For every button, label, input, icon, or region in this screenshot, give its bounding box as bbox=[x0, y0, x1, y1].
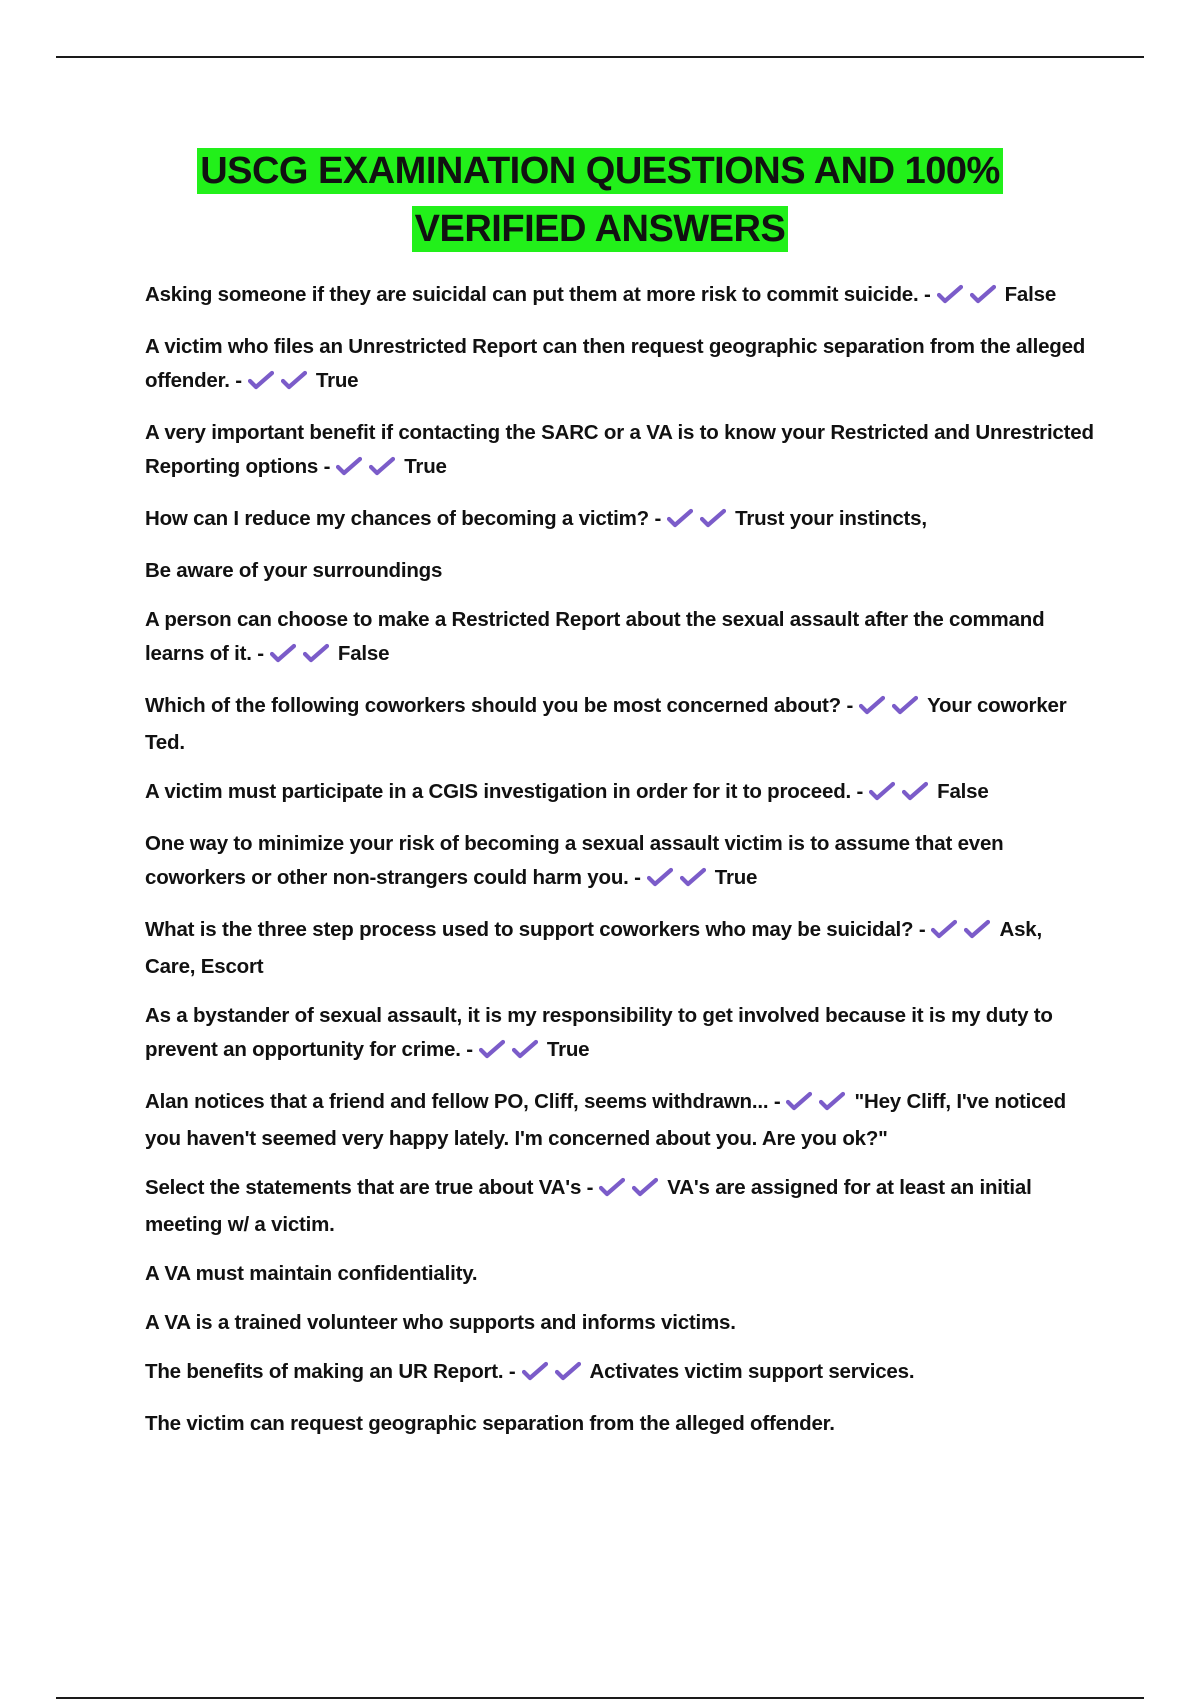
answer-text: Your coworker Ted. bbox=[145, 694, 1067, 754]
qa-item bbox=[145, 1355, 1095, 1392]
answer-continuation: A VA must maintain confidentiality. bbox=[145, 1262, 478, 1285]
qa-item bbox=[145, 502, 1095, 539]
qa-list bbox=[145, 278, 1095, 1456]
checkmark-icon bbox=[555, 1361, 581, 1381]
checkmark-icon bbox=[859, 695, 885, 715]
checkmark-icon bbox=[667, 508, 693, 528]
question-text: Asking someone if they are suicidal can put them at more risk to commit suicide. - bbox=[145, 283, 931, 306]
checkmark-icon bbox=[931, 919, 957, 939]
verified-checks bbox=[937, 281, 1003, 315]
answer-text: Activates victim support services. bbox=[589, 1360, 915, 1383]
answer-text: True bbox=[546, 1038, 590, 1061]
checkmark-icon bbox=[270, 643, 296, 663]
top-rule bbox=[56, 56, 1144, 58]
qa-item bbox=[145, 689, 1095, 760]
answer-text: False bbox=[1004, 283, 1057, 306]
question-text: Alan notices that a friend and fellow PO, Cliff, seems withdrawn... - bbox=[145, 1090, 781, 1113]
checkmark-icon bbox=[786, 1091, 812, 1111]
qa-item bbox=[145, 278, 1095, 315]
title-line-1: USCG EXAMINATION QUESTIONS AND 100% bbox=[197, 148, 1003, 194]
verified-checks bbox=[336, 453, 402, 487]
checkmark-icon bbox=[522, 1361, 548, 1381]
verified-checks bbox=[786, 1088, 852, 1122]
question-text: A victim who files an Unrestricted Report can then request geographic separation from the alleged offender. - bbox=[145, 335, 1086, 392]
question-text: A victim must participate in a CGIS investigation in order for it to proceed. - bbox=[145, 780, 864, 803]
question-text: A very important benefit if contacting the SARC or a VA is to know your Restricted and Unrestricted Reporting options - bbox=[145, 421, 1094, 478]
checkmark-icon bbox=[599, 1177, 625, 1197]
checkmark-icon bbox=[869, 781, 895, 801]
question-text: What is the three step process used to support coworkers who may be suicidal? - bbox=[145, 918, 926, 941]
question-text: The benefits of making an UR Report. - bbox=[145, 1360, 516, 1383]
qa-item bbox=[145, 913, 1095, 984]
qa-item bbox=[145, 1085, 1095, 1156]
checkmark-icon bbox=[647, 867, 673, 887]
qa-item bbox=[145, 1407, 1095, 1441]
verified-checks bbox=[522, 1358, 588, 1392]
verified-checks bbox=[270, 640, 336, 674]
answer-text: "Hey Cliff, I've noticed you haven't seemed very happy lately. I'm concerned about you. Are you ok?" bbox=[145, 1090, 1066, 1150]
qa-item bbox=[145, 1306, 1095, 1340]
qa-item bbox=[145, 827, 1095, 898]
answer-text: Trust your instincts, bbox=[735, 507, 927, 530]
answer-text: Ask, Care, Escort bbox=[145, 918, 1042, 978]
checkmark-icon bbox=[902, 781, 928, 801]
verified-checks bbox=[599, 1174, 665, 1208]
answer-continuation: A VA is a trained volunteer who supports and informs victims. bbox=[145, 1311, 736, 1334]
qa-item bbox=[145, 775, 1095, 812]
checkmark-icon bbox=[336, 456, 362, 476]
answer-continuation: The victim can request geographic separation from the alleged offender. bbox=[145, 1412, 835, 1435]
question-text: One way to minimize your risk of becoming a sexual assault victim is to assume that even coworkers or other non-strangers could harm you. - bbox=[145, 832, 1004, 889]
question-text: Select the statements that are true about VA's - bbox=[145, 1176, 594, 1199]
bottom-rule bbox=[56, 1697, 1144, 1699]
checkmark-icon bbox=[892, 695, 918, 715]
checkmark-icon bbox=[281, 370, 307, 390]
answer-text: False bbox=[337, 642, 390, 665]
checkmark-icon bbox=[248, 370, 274, 390]
checkmark-icon bbox=[632, 1177, 658, 1197]
verified-checks bbox=[479, 1036, 545, 1070]
qa-item bbox=[145, 330, 1095, 401]
qa-item bbox=[145, 999, 1095, 1070]
checkmark-icon bbox=[680, 867, 706, 887]
checkmark-icon bbox=[964, 919, 990, 939]
verified-checks bbox=[667, 505, 733, 539]
checkmark-icon bbox=[700, 508, 726, 528]
answer-text: True bbox=[714, 866, 758, 889]
checkmark-icon bbox=[303, 643, 329, 663]
question-text: As a bystander of sexual assault, it is my responsibility to get involved because it is my duty to prevent an opportunity for crime. - bbox=[145, 1004, 1053, 1061]
qa-item bbox=[145, 1257, 1095, 1291]
question-text: Which of the following coworkers should you be most concerned about? - bbox=[145, 694, 854, 717]
question-text: A person can choose to make a Restricted Report about the sexual assault after the command learns of it. - bbox=[145, 608, 1045, 665]
verified-checks bbox=[931, 916, 997, 950]
qa-item bbox=[145, 554, 1095, 588]
answer-text: False bbox=[937, 780, 989, 803]
verified-checks bbox=[859, 692, 925, 726]
checkmark-icon bbox=[819, 1091, 845, 1111]
document-title bbox=[0, 142, 1200, 258]
answer-text: True bbox=[315, 369, 359, 392]
verified-checks bbox=[869, 778, 935, 812]
checkmark-icon bbox=[937, 284, 963, 304]
verified-checks bbox=[248, 367, 314, 401]
answer-text: VA's are assigned for at least an initial meeting w/ a victim. bbox=[145, 1176, 1032, 1236]
checkmark-icon bbox=[970, 284, 996, 304]
qa-item bbox=[145, 603, 1095, 674]
answer-continuation: Be aware of your surroundings bbox=[145, 559, 443, 582]
question-text: How can I reduce my chances of becoming a victim? - bbox=[145, 507, 662, 530]
checkmark-icon bbox=[369, 456, 395, 476]
answer-text: True bbox=[404, 455, 447, 478]
qa-item bbox=[145, 1171, 1095, 1242]
checkmark-icon bbox=[479, 1039, 505, 1059]
verified-checks bbox=[647, 864, 713, 898]
qa-item bbox=[145, 416, 1095, 487]
checkmark-icon bbox=[512, 1039, 538, 1059]
title-line-2: VERIFIED ANSWERS bbox=[412, 206, 789, 252]
